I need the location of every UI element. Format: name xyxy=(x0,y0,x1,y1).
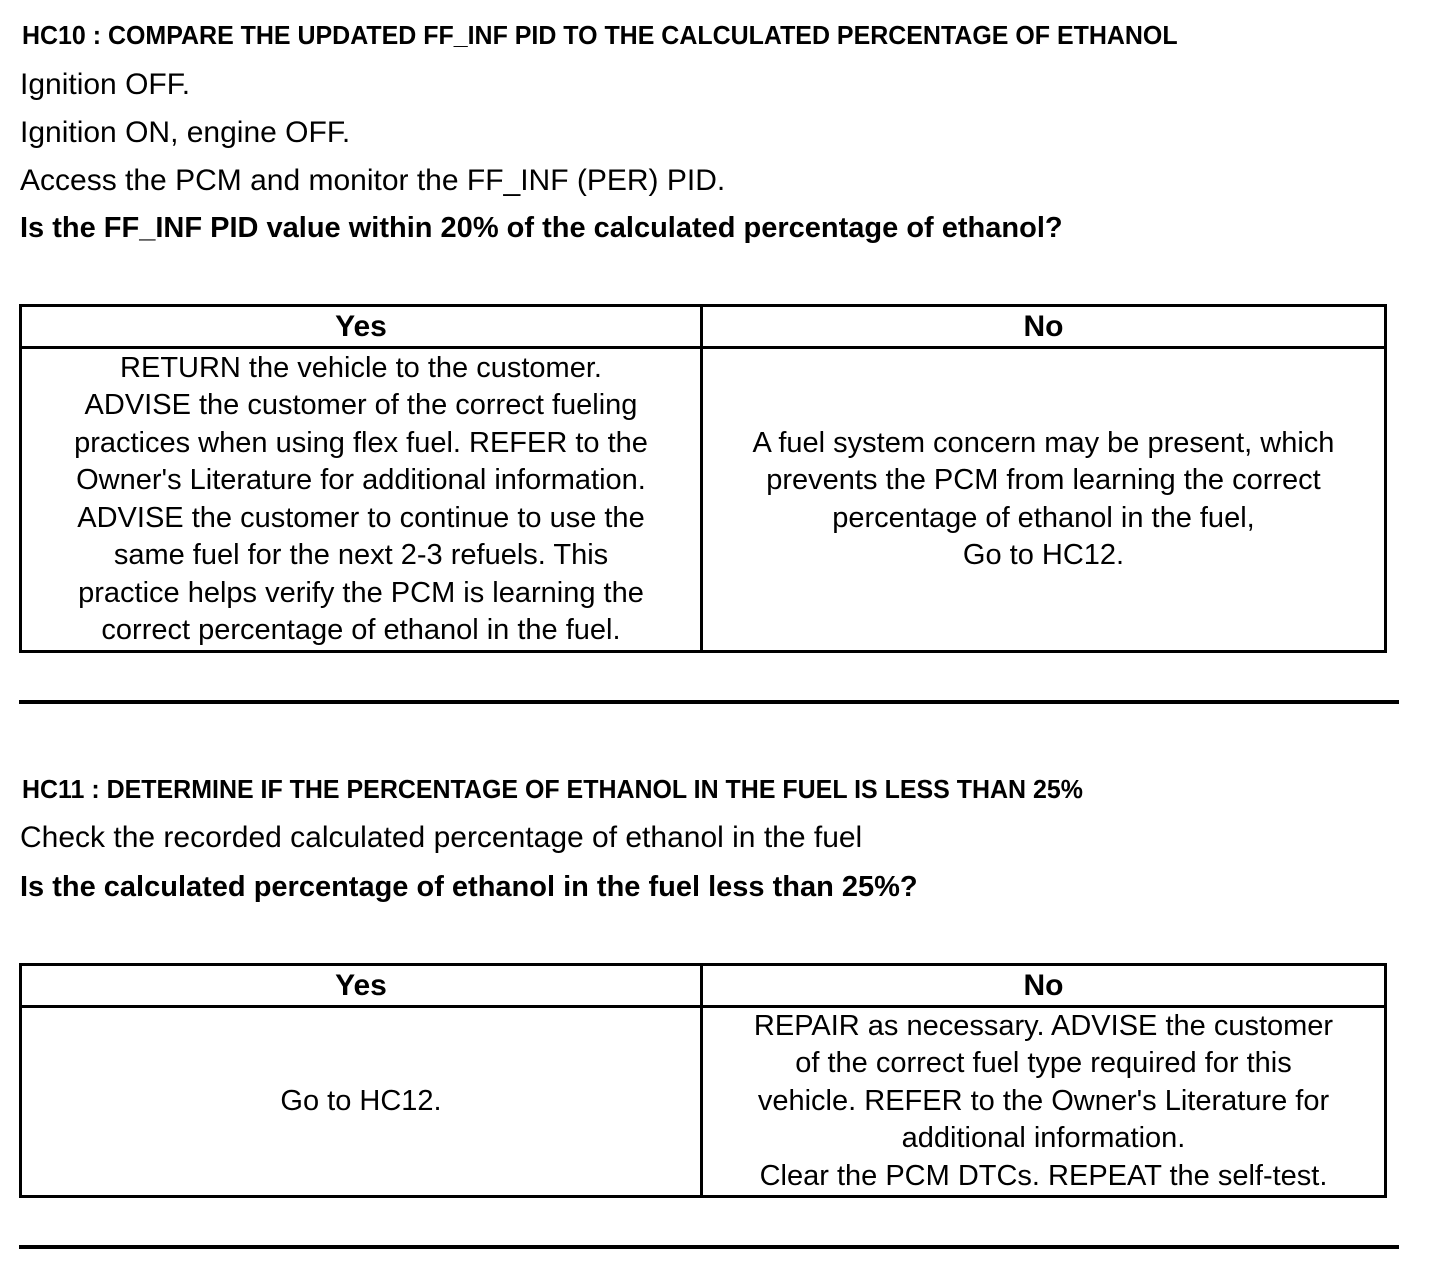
hc11-yes-line: Go to HC12. xyxy=(280,1084,442,1117)
section-divider xyxy=(19,700,1399,704)
hc11-no-line: additional information. xyxy=(901,1122,1186,1155)
hc11-no-line: vehicle. REFER to the Owner's Literature for xyxy=(757,1084,1330,1117)
hc10-no-line: Go to HC12. xyxy=(962,539,1125,571)
hc10-yes-line: ADVISE the customer of the correct fueling xyxy=(84,389,638,421)
hc10-yes-line: Owner's Literature for additional information. xyxy=(76,464,646,496)
hc10-yes-line: practices when using flex fuel. REFER to the xyxy=(74,426,648,459)
hc10-step-1: Ignition OFF. xyxy=(20,68,191,101)
hc10-yes-line: practice helps verify the PCM is learning the xyxy=(78,576,644,609)
hc10-step-3: Access the PCM and monitor the FF_INF (PER) PID. xyxy=(20,164,726,197)
hc10-table-header xyxy=(22,307,1384,349)
hc11-yes-cell xyxy=(22,1008,703,1195)
hc11-title: HC11 : DETERMINE IF THE PERCENTAGE OF ETHANOL IN THE FUEL IS LESS THAN 25% xyxy=(22,774,1083,804)
hc10-step-2: Ignition ON, engine OFF. xyxy=(20,116,351,149)
hc10-yes-line: correct percentage of ethanol in the fuel. xyxy=(101,614,621,646)
hc10-no-header: No xyxy=(1023,310,1064,343)
hc10-yes-line: ADVISE the customer to continue to use the xyxy=(77,501,645,534)
hc10-title: HC10 : COMPARE THE UPDATED FF_INF PID TO THE CALCULATED PERCENTAGE OF ETHANOL xyxy=(22,20,1178,50)
hc11-step-1: Check the recorded calculated percentage of ethanol in the fuel xyxy=(20,821,863,854)
hc10-yes-line: same fuel for the next 2-3 refuels. This xyxy=(113,539,609,571)
hc10-table-body xyxy=(22,349,1384,650)
hc11-no-line: of the correct fuel type required for this xyxy=(795,1047,1292,1080)
hc11-no-line: Clear the PCM DTCs. REPEAT the self-test. xyxy=(759,1159,1328,1192)
hc10-no-cell xyxy=(703,349,1384,650)
section-divider xyxy=(19,1245,1399,1249)
hc10-no-line: A fuel system concern may be present, which xyxy=(752,426,1335,459)
hc11-table-body xyxy=(22,1008,1384,1195)
hc11-yes-header: Yes xyxy=(22,966,703,1005)
hc11-no-cell xyxy=(703,1008,1384,1195)
hc11-no-header: No xyxy=(1023,969,1064,1002)
hc10-yes-cell xyxy=(22,349,703,650)
hc10-no-line: percentage of ethanol in the fuel, xyxy=(832,501,1255,534)
hc10-yes-line: RETURN the vehicle to the customer. xyxy=(120,351,602,384)
hc11-no-line: REPAIR as necessary. ADVISE the customer xyxy=(753,1009,1334,1042)
hc11-table-header xyxy=(22,966,1384,1008)
hc11-result-table xyxy=(19,963,1387,1198)
hc10-yes-header: Yes xyxy=(22,307,703,346)
hc10-result-table xyxy=(19,304,1387,653)
hc10-no-line: prevents the PCM from learning the correct xyxy=(766,464,1321,496)
hc10-question: Is the FF_INF PID value within 20% of the calculated percentage of ethanol? xyxy=(20,212,1063,244)
hc11-question: Is the calculated percentage of ethanol in the fuel less than 25%? xyxy=(20,871,918,903)
